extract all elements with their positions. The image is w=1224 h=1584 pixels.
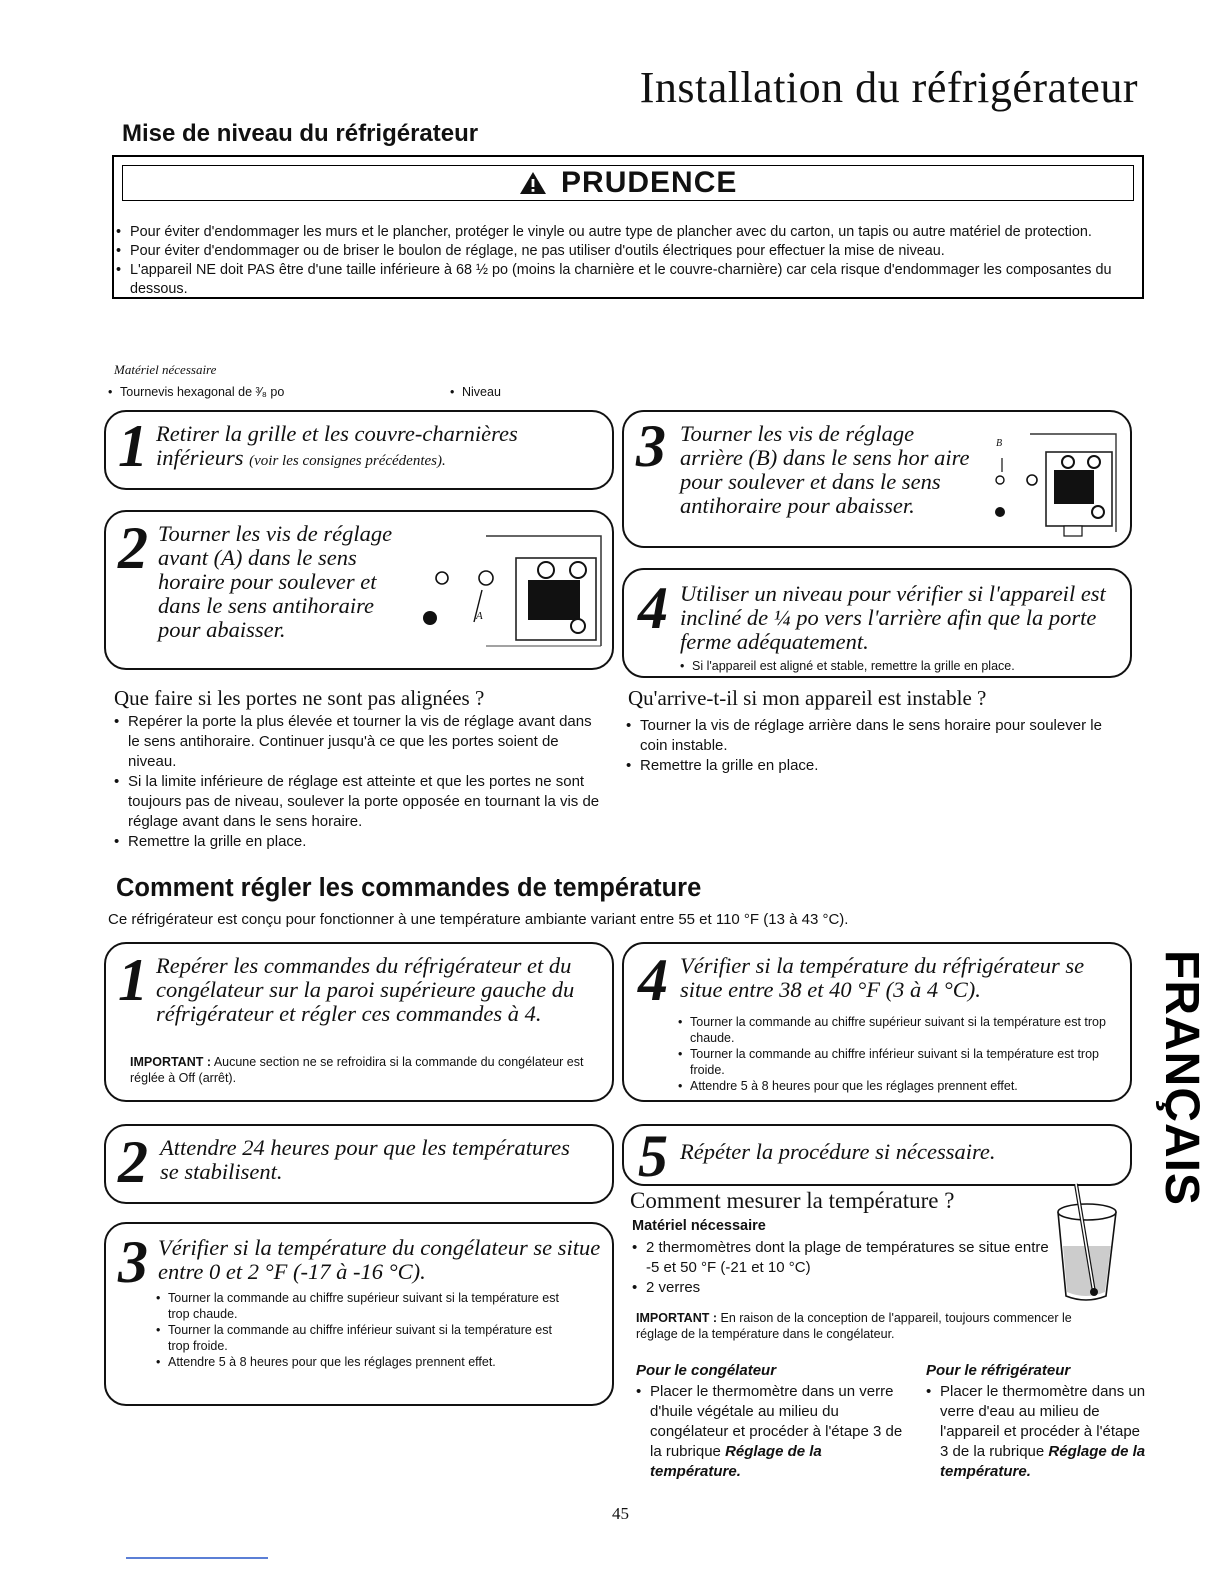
materials-item: • Tournevis hexagonal de ³⁄₈ po: [108, 384, 368, 400]
step-text: Tourner les vis de réglage arrière (B) dans le sens hor aire pour soulever et dans le sens antihoraire pour abaisser.: [680, 421, 970, 518]
temp-step-4: [622, 942, 1132, 1102]
side-tab-text: FRANÇAIS: [1155, 950, 1208, 1206]
step-text: Utiliser un niveau pour vérifier si l'appareil est incliné de ¼ po vers l'arrière afin que la porte ferme adéquatement.: [680, 581, 1106, 654]
step-text: Tourner les vis de réglage avant (A) dans le sens horaire pour soulever et dans le sens antihoraire pour abaisser.: [158, 521, 393, 642]
measure-materials-label: Matériel nécessaire: [632, 1218, 766, 1234]
step-text: Vérifier si la température du congélateur se situe entre 0 et 2 °F (-17 à -16 °C).: [158, 1235, 601, 1284]
step-number: 2: [118, 1129, 148, 1195]
rear-leveling-figure: [990, 428, 1122, 540]
step-number: 1: [118, 413, 148, 479]
freezer-heading: Pour le congélateur: [636, 1362, 777, 1379]
temp-step-2: [104, 1124, 614, 1204]
level-step-1: [104, 410, 614, 490]
step-text: Vérifier si la température du réfrigérateur se situe entre 38 et 40 °F (3 à 4 °C).: [680, 953, 1085, 1002]
page-title: Installation du réfrigérateur: [639, 63, 1138, 112]
caution-box: [112, 155, 1144, 299]
list-item: • Tourner la commande au chiffre inférieur suivant si la température est trop froide.: [678, 1046, 1118, 1078]
unstable-list: [624, 716, 1130, 776]
important-label: IMPORTANT :: [636, 1311, 718, 1325]
step-number: 3: [636, 413, 666, 479]
list-item: • Tourner la vis de réglage arrière dans le sens horaire pour soulever le coin instable.: [624, 716, 1130, 756]
fridge-emph: Réglage de la température.: [940, 1443, 1146, 1480]
measure-heading: Comment mesurer la température ?: [630, 1188, 955, 1213]
list-item: • Attendre 5 à 8 heures pour que les réglages prennent effet.: [678, 1078, 1118, 1094]
caution-label: PRUDENCE: [561, 166, 738, 199]
fridge-text: Placer le thermomètre dans un verre d'eau au milieu de l'appareil et procéder à l'étape 3 de la rubrique: [940, 1383, 1146, 1460]
list-item: • Repérer la porte la plus élevée et tourner la vis de réglage avant dans le sens antihoraire. Continuer jusqu'à ce que les portes soient de niveau.: [112, 712, 600, 772]
level-step-2: [104, 510, 614, 670]
important-text: En raison de la conception de l'appareil, toujours commencer le réglage de la température dans le congélateur.: [636, 1311, 1072, 1341]
freezer-instructions: [634, 1382, 912, 1482]
caution-item: • Pour éviter d'endommager ou de briser le boulon de réglage, ne pas utiliser d'outils électriques pour effectuer la mise de niveau.: [116, 242, 1134, 261]
front-leveling-figure: [416, 526, 606, 652]
freezer-text: Placer le thermomètre dans un verre d'huile végétale au milieu du congélateur et procéder à l'étape 3 de la rubrique: [650, 1383, 903, 1460]
step-bullets: [678, 1014, 1118, 1094]
caution-item: • L'appareil NE doit PAS être d'une taille inférieure à 68 ½ po (moins la charnière et le couvre-charnière) car cela risque d'endommager les composantes du dessous.: [116, 261, 1134, 299]
side-tab-francais: [1152, 950, 1208, 1240]
list-item: • Tourner la commande au chiffre inférieur suivant si la température est trop froide.: [156, 1322, 576, 1354]
important-text: Aucune section ne se refroidira si la commande du congélateur est réglée à Off (arrêt).: [130, 1055, 584, 1085]
figure-label: A: [476, 610, 483, 622]
list-item: • Tourner la commande au chiffre supérieur suivant si la température est trop chaude.: [678, 1014, 1118, 1046]
temperature-heading: Comment régler les commandes de température: [116, 874, 702, 902]
important-label: IMPORTANT :: [130, 1055, 212, 1069]
step-number: 5: [638, 1123, 668, 1189]
list-item: • Attendre 5 à 8 heures pour que les réglages prennent effet.: [156, 1354, 576, 1370]
level-step-3: [622, 410, 1132, 548]
temperature-intro: Ce réfrigérateur est conçu pour fonctionner à une température ambiante variant entre 55 et 110 °F (13 à 43 °C).: [108, 911, 849, 928]
measure-materials: [630, 1238, 1050, 1298]
doors-list: [112, 712, 600, 852]
step-bullets: [156, 1290, 576, 1370]
page-number: 45: [612, 1504, 629, 1523]
step-number: 1: [118, 947, 148, 1013]
step-number: 4: [638, 947, 668, 1013]
materials-label: Matériel nécessaire: [114, 362, 217, 377]
list-item: • Si la limite inférieure de réglage est atteinte et que les portes ne sont toujours pas de niveau, soulever la porte opposée en tournant la vis de réglage avant dans le sens horaire.: [112, 772, 600, 832]
step-text: Répéter la procédure si nécessaire.: [680, 1139, 996, 1164]
temp-step-3: [104, 1222, 614, 1406]
warning-icon: [519, 171, 547, 195]
list-item: • 2 verres: [630, 1278, 1050, 1298]
step-text: Retirer la grille et les couvre-charnières inférieurs: [156, 421, 518, 470]
freezer-emph: Réglage de la température.: [650, 1443, 822, 1480]
list-item: • Tourner la commande au chiffre supérieur suivant si la température est trop chaude.: [156, 1290, 576, 1322]
footer-rule: [126, 1557, 268, 1559]
unstable-heading: Qu'arrive-t-il si mon appareil est instable ?: [628, 686, 987, 710]
figure-label: B: [996, 438, 1003, 449]
caution-list: [116, 223, 1134, 299]
step-bullet: • Si l'appareil est aligné et stable, remettre la grille en place.: [680, 658, 1120, 674]
list-item: • 2 thermomètres dont la plage de températures se situe entre -5 et 50 °F (-21 et 10 °C): [630, 1238, 1050, 1278]
doors-heading: Que faire si les portes ne sont pas alignées ?: [114, 686, 485, 710]
step-note: (voir les consignes précédentes).: [249, 453, 446, 469]
fridge-heading: Pour le réfrigérateur: [926, 1362, 1071, 1379]
materials-item: • Niveau: [450, 384, 610, 400]
list-item: • Remettre la grille en place.: [112, 832, 600, 852]
step-text: Attendre 24 heures pour que les températures se stabilisent.: [160, 1135, 570, 1184]
thermometer-glass-icon: [1036, 1176, 1136, 1306]
leveling-heading: Mise de niveau du réfrigérateur: [122, 120, 479, 147]
step-number: 4: [638, 575, 668, 641]
caution-item: • Pour éviter d'endommager les murs et le plancher, protéger le vinyle ou autre type de plancher avec du carton, un tapis ou autre matériel de protection.: [116, 223, 1134, 242]
step-text: Repérer les commandes du réfrigérateur et du congélateur sur la paroi supérieure gauche du réfrigérateur et régler ces commandes à 4.: [156, 953, 575, 1026]
step-number: 3: [118, 1229, 148, 1295]
caution-banner: [122, 165, 1134, 201]
list-item: • Remettre la grille en place.: [624, 756, 1130, 776]
step-number: 2: [118, 515, 148, 581]
temp-step-1: [104, 942, 614, 1102]
level-step-4: [622, 568, 1132, 678]
fridge-instructions: [924, 1382, 1152, 1482]
